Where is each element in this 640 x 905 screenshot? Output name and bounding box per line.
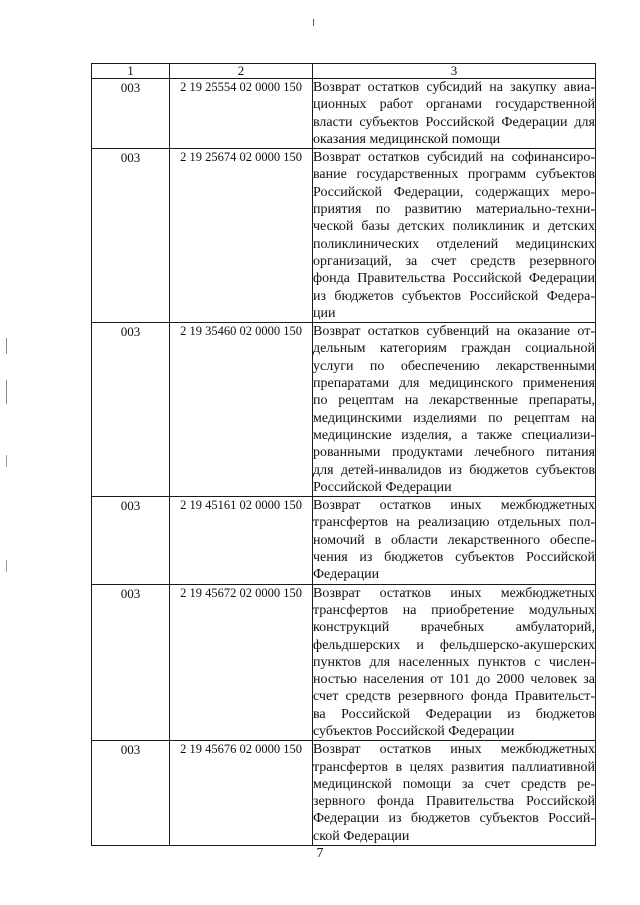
- scan-speck: [313, 19, 314, 26]
- description-line: Российской Федерации: [313, 479, 452, 495]
- description-line: чения из бюджетов субъектов Российской: [313, 550, 595, 566]
- description-line: организаций, за счет средств резервного: [313, 253, 595, 269]
- description-line: зервного фонда Правительства Российской: [313, 794, 595, 810]
- budget-code-cell: 2 19 45161 02 0000 150: [170, 497, 313, 584]
- description-line: для детей-инвалидов из бюджетов субъектов: [313, 462, 595, 478]
- description-line: трансфертов в целях развития паллиативной: [313, 759, 595, 775]
- table-row: [92, 323, 596, 497]
- scan-speck: [6, 338, 7, 354]
- description-line: медицинской помощи за счет средств ре-: [313, 776, 595, 792]
- description-line: Возврат остатков иных межбюджетных: [313, 585, 595, 601]
- description-line: Возврат остатков иных межбюджетных: [313, 742, 595, 758]
- description-line: ностью населения от 101 до 2000 человек за: [313, 672, 595, 688]
- budget-code-cell: 2 19 45676 02 0000 150: [170, 741, 313, 846]
- description-line: фонда Правительства Российской Федерации: [313, 271, 595, 287]
- admin-code-cell: 003: [92, 497, 170, 584]
- description-line: ции: [313, 305, 336, 321]
- table-row: [92, 584, 596, 741]
- description-line: приятия по развитию материально-техни-: [313, 202, 595, 218]
- admin-code-cell: 003: [92, 741, 170, 846]
- column-header-1: 1: [92, 64, 170, 79]
- table-row: [92, 79, 596, 149]
- description-cell: [313, 323, 596, 497]
- scan-speck: [6, 560, 7, 572]
- description-line: оказания медицинской помощи: [313, 131, 501, 147]
- budget-code-cell: 2 19 25674 02 0000 150: [170, 149, 313, 323]
- column-header-3: 3: [313, 64, 596, 79]
- description-line: Федерации: [313, 567, 380, 583]
- table-row: [92, 149, 596, 323]
- description-line: из бюджетов субъектов Российской Федера-: [313, 288, 595, 304]
- description-line: счет средств резервного фонда Правительст-: [313, 689, 595, 705]
- scan-speck: [6, 380, 7, 404]
- description-cell: [313, 497, 596, 584]
- description-cell: [313, 149, 596, 323]
- scan-speck: [6, 455, 7, 467]
- description-line: медицинские изделия, а также специализи-: [313, 427, 595, 443]
- description-line: Федерации из бюджетов субъектов Россий-: [313, 811, 595, 827]
- description-line: ческой базы детских поликлиник и детских: [313, 219, 595, 235]
- description-line: ской Федерации: [313, 828, 410, 844]
- description-line: по рецептам на лекарственные препараты,: [313, 393, 595, 409]
- description-line: Возврат остатков субсидий на софинансиро-: [313, 150, 595, 166]
- description-line: Возврат остатков субсидий на закупку авиа-: [313, 80, 595, 95]
- description-line: конструкций врачебных амбулаторий,: [313, 620, 595, 636]
- description-cell: [313, 584, 596, 741]
- budget-code-cell: 2 19 45672 02 0000 150: [170, 584, 313, 741]
- budget-code-cell: 2 19 25554 02 0000 150: [170, 79, 313, 149]
- budget-codes-table: [91, 63, 596, 846]
- description-line: Российской Федерации, содержащих меро-: [313, 184, 595, 200]
- description-line: услуги по обеспечению лекарственными: [313, 358, 595, 374]
- description-line: трансфертов на реализацию отдельных пол-: [313, 515, 595, 531]
- column-header-2: 2: [170, 64, 313, 79]
- description-line: рованными продуктами лечебного питания: [313, 445, 595, 461]
- description-cell: [313, 741, 596, 846]
- budget-code-cell: 2 19 35460 02 0000 150: [170, 323, 313, 497]
- admin-code-cell: 003: [92, 584, 170, 741]
- description-line: номочий в области лекарственного обеспе-: [313, 532, 595, 548]
- admin-code-cell: 003: [92, 149, 170, 323]
- description-line: дельным категориям граждан социальной: [313, 341, 595, 357]
- admin-code-cell: 003: [92, 323, 170, 497]
- description-line: Возврат остатков иных межбюджетных: [313, 498, 595, 514]
- page-number: 7: [316, 846, 324, 861]
- description-line: Возврат остатков субвенций на оказание от-: [313, 324, 595, 340]
- description-line: медицинскими изделиями по рецептам на: [313, 410, 595, 426]
- description-line: вание государственных программ субъектов: [313, 167, 595, 183]
- description-line: фельдшерских и фельдшерско-акушерских: [313, 637, 595, 653]
- description-line: пунктов для населенных пунктов с числен-: [313, 654, 595, 670]
- description-line: трансфертов на приобретение модульных: [313, 602, 595, 618]
- admin-code-cell: 003: [92, 79, 170, 149]
- description-cell: [313, 79, 596, 149]
- table-header-row: [92, 64, 596, 79]
- table-row: [92, 741, 596, 846]
- description-line: власти субъектов Российской Федерации для: [313, 114, 595, 130]
- description-line: ва Российской Федерации из бюджетов: [313, 706, 595, 722]
- description-line: ционных работ органами государственной: [313, 97, 595, 113]
- description-line: препаратами для медицинского применения: [313, 376, 595, 392]
- description-line: субъектов Российской Федерации: [313, 723, 515, 739]
- description-line: поликлинических отделений медицинских: [313, 236, 595, 252]
- table-row: [92, 497, 596, 584]
